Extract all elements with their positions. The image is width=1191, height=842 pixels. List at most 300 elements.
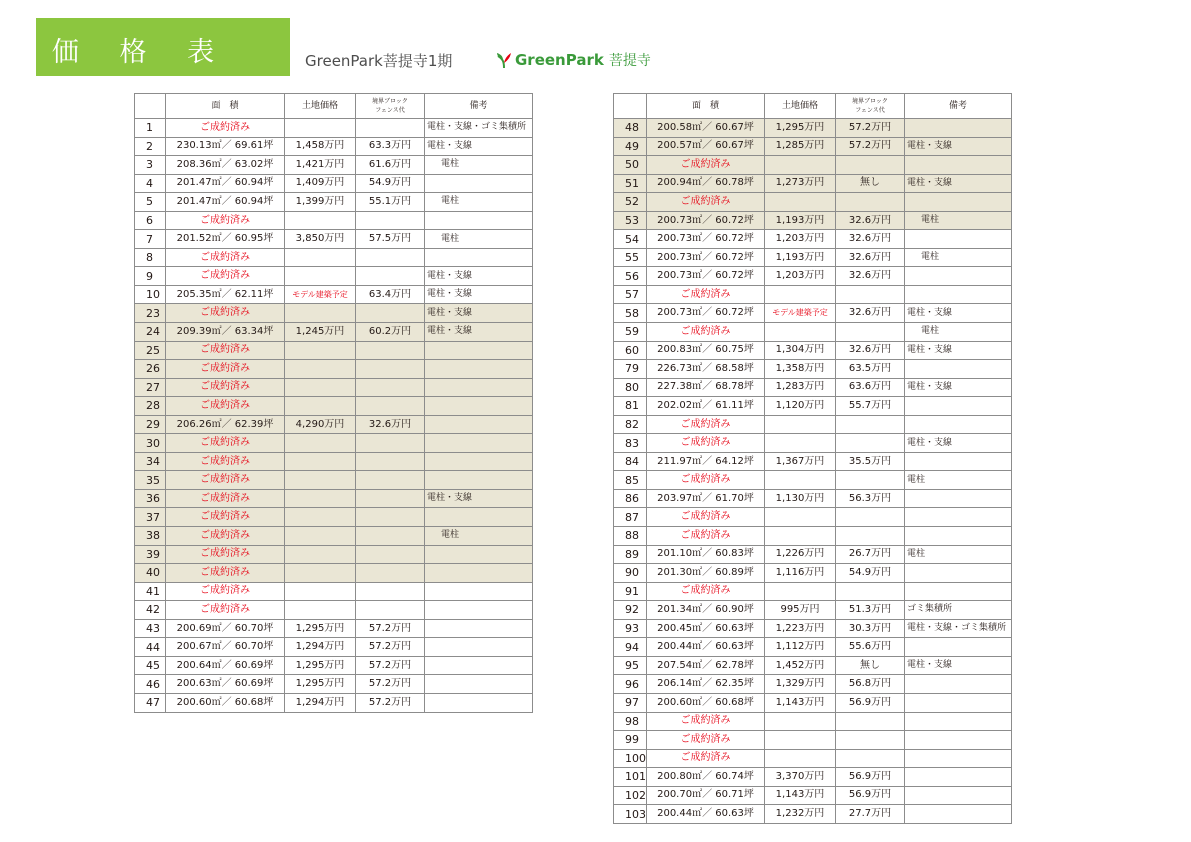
- lot-land-price: 1,130万円: [765, 489, 836, 508]
- lot-land-price: [285, 378, 356, 397]
- lot-area: ご成約済み: [166, 360, 285, 379]
- lot-land-price: 1,458万円: [285, 137, 356, 156]
- leaf-icon: [496, 51, 512, 69]
- lot-notes: [905, 712, 1012, 731]
- lot-notes: [425, 174, 533, 193]
- lot-area: 200.83㎡／ 60.75坪: [647, 341, 765, 360]
- lot-area: ご成約済み: [647, 749, 765, 768]
- lot-land-price: [285, 582, 356, 601]
- lot-fence-cost: 51.3万円: [836, 601, 905, 620]
- lot-number: 81: [614, 397, 647, 416]
- lot-land-price: [285, 267, 356, 286]
- lot-number: 23: [135, 304, 166, 323]
- lot-fence-cost: [356, 582, 425, 601]
- lot-land-price: 3,850万円: [285, 230, 356, 249]
- table-row: [135, 582, 533, 601]
- lot-land-price: [765, 285, 836, 304]
- lot-fence-cost: 63.6万円: [836, 378, 905, 397]
- lot-area: 208.36㎡／ 63.02坪: [166, 156, 285, 175]
- table-row: [135, 323, 533, 342]
- lot-area: 200.73㎡／ 60.72坪: [647, 211, 765, 230]
- table-row: [135, 285, 533, 304]
- lot-land-price: 1,452万円: [765, 656, 836, 675]
- lot-fence-cost: [356, 341, 425, 360]
- lot-fence-cost: [356, 545, 425, 564]
- lot-area: ご成約済み: [166, 489, 285, 508]
- lot-land-price: [285, 601, 356, 620]
- table-row: [135, 415, 533, 434]
- lot-fence-cost: 57.2万円: [836, 137, 905, 156]
- lot-notes: 電柱・支線: [425, 267, 533, 286]
- lot-area: ご成約済み: [166, 267, 285, 286]
- lot-fence-cost: [356, 119, 425, 138]
- lot-fence-cost: 57.2万円: [356, 638, 425, 657]
- lot-fence-cost: 56.9万円: [836, 768, 905, 787]
- lot-fence-cost: 57.2万円: [836, 119, 905, 138]
- lot-notes: [425, 638, 533, 657]
- lot-number: 85: [614, 471, 647, 490]
- lot-fence-cost: 27.7万円: [836, 805, 905, 824]
- lot-notes: 電柱・支線: [905, 137, 1012, 156]
- table-row: [614, 267, 1012, 286]
- lot-area: ご成約済み: [166, 601, 285, 620]
- lot-fence-cost: [356, 527, 425, 546]
- lot-number: 5: [135, 193, 166, 212]
- lot-area: 209.39㎡／ 63.34坪: [166, 323, 285, 342]
- table-row: [614, 174, 1012, 193]
- lot-notes: [905, 693, 1012, 712]
- lot-number: 101: [614, 768, 647, 787]
- lot-fence-cost: [836, 527, 905, 546]
- lot-fence-cost: [836, 731, 905, 750]
- lot-number: 48: [614, 119, 647, 138]
- table-row: [135, 230, 533, 249]
- lot-land-price: [765, 582, 836, 601]
- lot-number: 94: [614, 638, 647, 657]
- lot-land-price: [765, 749, 836, 768]
- table-row: [135, 452, 533, 471]
- lot-land-price: [285, 248, 356, 267]
- lot-notes: 電柱: [425, 230, 533, 249]
- table-row: [135, 601, 533, 620]
- lot-notes: [425, 619, 533, 638]
- lot-number: 93: [614, 619, 647, 638]
- lot-number: 47: [135, 693, 166, 712]
- col-header-land-price: 土地価格: [285, 94, 356, 119]
- lot-number: 6: [135, 211, 166, 230]
- lot-fence-cost: [356, 267, 425, 286]
- table-row: [614, 582, 1012, 601]
- lot-notes: [905, 397, 1012, 416]
- lot-fence-cost: 35.5万円: [836, 452, 905, 471]
- lot-notes: 電柱: [905, 248, 1012, 267]
- lot-area: ご成約済み: [166, 582, 285, 601]
- table-row: [135, 211, 533, 230]
- lot-fence-cost: [836, 156, 905, 175]
- lot-area: ご成約済み: [166, 119, 285, 138]
- lot-notes: [425, 397, 533, 416]
- lot-land-price: 1,409万円: [285, 174, 356, 193]
- lot-notes: [425, 693, 533, 712]
- lot-fence-cost: 55.1万円: [356, 193, 425, 212]
- lot-number: 2: [135, 137, 166, 156]
- table-row: [614, 731, 1012, 750]
- lot-land-price: [285, 564, 356, 583]
- lot-fence-cost: 57.2万円: [356, 675, 425, 694]
- lot-area: ご成約済み: [166, 527, 285, 546]
- lot-area: 202.02㎡／ 61.11坪: [647, 397, 765, 416]
- lot-number: 38: [135, 527, 166, 546]
- lot-area: 205.35㎡／ 62.11坪: [166, 285, 285, 304]
- table-row: [614, 360, 1012, 379]
- lot-fence-cost: 54.9万円: [356, 174, 425, 193]
- lot-fence-cost: [356, 434, 425, 453]
- col-header-fence-line1: 境界ブロック: [852, 98, 888, 105]
- lot-number: 4: [135, 174, 166, 193]
- lot-fence-cost: [356, 304, 425, 323]
- lot-land-price: 1,116万円: [765, 564, 836, 583]
- table-row: [135, 267, 533, 286]
- lot-area: 201.47㎡／ 60.94坪: [166, 174, 285, 193]
- lot-fence-cost: 32.6万円: [836, 341, 905, 360]
- table-row: [614, 638, 1012, 657]
- lot-land-price: 1,203万円: [765, 267, 836, 286]
- table-row: [614, 489, 1012, 508]
- title-banner: [36, 18, 290, 76]
- table-row: [135, 304, 533, 323]
- lot-fence-cost: 32.6万円: [836, 304, 905, 323]
- table-row: [614, 508, 1012, 527]
- lot-land-price: 1,295万円: [285, 619, 356, 638]
- table-row: [614, 378, 1012, 397]
- lot-number: 82: [614, 415, 647, 434]
- lot-notes: [905, 489, 1012, 508]
- lot-area: ご成約済み: [166, 211, 285, 230]
- lot-notes: [905, 415, 1012, 434]
- lot-notes: [425, 675, 533, 694]
- lot-number: 3: [135, 156, 166, 175]
- lot-land-price: モデル建築予定: [765, 304, 836, 323]
- lot-number: 29: [135, 415, 166, 434]
- table-row: [135, 119, 533, 138]
- col-header-fence: [836, 94, 905, 119]
- lot-land-price: [765, 323, 836, 342]
- lot-notes: [905, 749, 1012, 768]
- lot-number: 46: [135, 675, 166, 694]
- price-table-left: [134, 93, 533, 713]
- lot-number: 88: [614, 527, 647, 546]
- lot-area: 200.94㎡／ 60.78坪: [647, 174, 765, 193]
- price-table-right: [613, 93, 1012, 824]
- lot-notes: [905, 452, 1012, 471]
- lot-notes: [905, 786, 1012, 805]
- lot-area: 200.60㎡／ 60.68坪: [647, 693, 765, 712]
- lot-fence-cost: [356, 397, 425, 416]
- lot-land-price: [765, 731, 836, 750]
- lot-fence-cost: 無し: [836, 656, 905, 675]
- lot-notes: [425, 656, 533, 675]
- lot-notes: [425, 508, 533, 527]
- lot-land-price: [765, 527, 836, 546]
- lot-area: ご成約済み: [166, 434, 285, 453]
- lot-notes: [425, 471, 533, 490]
- lot-fence-cost: 32.6万円: [836, 248, 905, 267]
- lot-notes: 電柱: [905, 323, 1012, 342]
- lot-fence-cost: 32.6万円: [836, 267, 905, 286]
- table-row: [135, 174, 533, 193]
- lot-land-price: 1,143万円: [765, 693, 836, 712]
- lot-fence-cost: [356, 378, 425, 397]
- lot-number: 42: [135, 601, 166, 620]
- table-row: [135, 675, 533, 694]
- col-header-fence-line1: 境界ブロック: [372, 98, 408, 105]
- lot-fence-cost: 55.6万円: [836, 638, 905, 657]
- table-row: [135, 508, 533, 527]
- lot-number: 90: [614, 564, 647, 583]
- lot-notes: [905, 360, 1012, 379]
- lot-notes: 電柱・支線: [905, 378, 1012, 397]
- lot-number: 95: [614, 656, 647, 675]
- lot-land-price: [285, 304, 356, 323]
- lot-fence-cost: 60.2万円: [356, 323, 425, 342]
- lot-number: 25: [135, 341, 166, 360]
- lot-fence-cost: [356, 489, 425, 508]
- lot-land-price: 1,367万円: [765, 452, 836, 471]
- col-header-land-price: 土地価格: [765, 94, 836, 119]
- lot-land-price: [285, 119, 356, 138]
- greenpark-logo: [496, 50, 651, 70]
- lot-notes: 電柱・支線・ゴミ集積所: [425, 119, 533, 138]
- table-row: [135, 248, 533, 267]
- lot-area: ご成約済み: [647, 582, 765, 601]
- table-row: [135, 471, 533, 490]
- lot-area: 200.73㎡／ 60.72坪: [647, 248, 765, 267]
- table-row: [135, 434, 533, 453]
- table-row: [135, 137, 533, 156]
- lot-number: 37: [135, 508, 166, 527]
- lot-number: 1: [135, 119, 166, 138]
- lot-fence-cost: 30.3万円: [836, 619, 905, 638]
- lot-land-price: 1,295万円: [285, 656, 356, 675]
- lot-number: 80: [614, 378, 647, 397]
- lot-number: 45: [135, 656, 166, 675]
- lot-fence-cost: 57.5万円: [356, 230, 425, 249]
- lot-area: 227.38㎡／ 68.78坪: [647, 378, 765, 397]
- lot-notes: 電柱・支線: [425, 489, 533, 508]
- lot-area: 230.13㎡／ 69.61坪: [166, 137, 285, 156]
- col-header-no: [135, 94, 166, 119]
- lot-notes: [905, 156, 1012, 175]
- lot-area: 200.73㎡／ 60.72坪: [647, 267, 765, 286]
- lot-land-price: 1,193万円: [765, 248, 836, 267]
- lot-notes: [905, 527, 1012, 546]
- table-row: [614, 601, 1012, 620]
- lot-number: 26: [135, 360, 166, 379]
- col-header-fence-line2: フェンス代: [855, 107, 885, 114]
- lot-notes: 電柱: [425, 193, 533, 212]
- lot-land-price: モデル建築予定: [285, 285, 356, 304]
- table-row: [614, 675, 1012, 694]
- table-row: [614, 137, 1012, 156]
- lot-number: 58: [614, 304, 647, 323]
- lot-land-price: [285, 452, 356, 471]
- lot-fence-cost: 54.9万円: [836, 564, 905, 583]
- table-row: [614, 693, 1012, 712]
- lot-number: 99: [614, 731, 647, 750]
- lot-notes: 電柱・支線: [905, 341, 1012, 360]
- lot-notes: 電柱・支線: [905, 304, 1012, 323]
- lot-area: 200.60㎡／ 60.68坪: [166, 693, 285, 712]
- lot-area: ご成約済み: [647, 712, 765, 731]
- lot-fence-cost: [356, 211, 425, 230]
- lot-number: 60: [614, 341, 647, 360]
- lot-number: 30: [135, 434, 166, 453]
- lot-notes: [425, 360, 533, 379]
- table-row: [614, 452, 1012, 471]
- table-row: [614, 749, 1012, 768]
- lot-area: 201.47㎡／ 60.94坪: [166, 193, 285, 212]
- lot-area: ご成約済み: [166, 378, 285, 397]
- lot-notes: [905, 193, 1012, 212]
- table-row: [614, 230, 1012, 249]
- lot-number: 97: [614, 693, 647, 712]
- lot-land-price: 3,370万円: [765, 768, 836, 787]
- lot-land-price: 1,295万円: [765, 119, 836, 138]
- table-row: [135, 527, 533, 546]
- lot-notes: 電柱: [905, 471, 1012, 490]
- lot-fence-cost: 57.2万円: [356, 693, 425, 712]
- lot-land-price: 4,290万円: [285, 415, 356, 434]
- lot-area: ご成約済み: [166, 397, 285, 416]
- lot-fence-cost: [836, 712, 905, 731]
- lot-area: ご成約済み: [647, 508, 765, 527]
- col-header-notes: 備考: [425, 94, 533, 119]
- lot-number: 50: [614, 156, 647, 175]
- lot-area: ご成約済み: [647, 527, 765, 546]
- lot-area: 206.26㎡／ 62.39坪: [166, 415, 285, 434]
- lot-fence-cost: [356, 564, 425, 583]
- lot-land-price: [765, 434, 836, 453]
- lot-number: 41: [135, 582, 166, 601]
- lot-notes: 電柱・支線: [425, 304, 533, 323]
- lot-area: 207.54㎡／ 62.78坪: [647, 656, 765, 675]
- lot-number: 35: [135, 471, 166, 490]
- table-row: [135, 656, 533, 675]
- lot-area: 200.64㎡／ 60.69坪: [166, 656, 285, 675]
- table-row: [135, 378, 533, 397]
- lot-notes: 電柱・支線・ゴミ集積所: [905, 619, 1012, 638]
- table-row: [135, 360, 533, 379]
- lot-notes: [905, 119, 1012, 138]
- lot-notes: 電柱: [425, 527, 533, 546]
- table-row: [614, 545, 1012, 564]
- logo-site: 菩提寺: [608, 53, 651, 69]
- lot-land-price: [285, 341, 356, 360]
- lot-area: ご成約済み: [647, 471, 765, 490]
- lot-area: 201.52㎡／ 60.95坪: [166, 230, 285, 249]
- lot-fence-cost: 63.4万円: [356, 285, 425, 304]
- lot-land-price: 1,232万円: [765, 805, 836, 824]
- lot-land-price: [765, 712, 836, 731]
- table-header-row: [614, 94, 1012, 119]
- col-header-fence-line2: フェンス代: [375, 107, 405, 114]
- lot-fence-cost: 32.6万円: [836, 211, 905, 230]
- lot-fence-cost: 61.6万円: [356, 156, 425, 175]
- lot-number: 28: [135, 397, 166, 416]
- lot-land-price: 1,143万円: [765, 786, 836, 805]
- lot-notes: 電柱・支線: [905, 174, 1012, 193]
- lot-number: 8: [135, 248, 166, 267]
- lot-land-price: [765, 508, 836, 527]
- lot-area: 206.14㎡／ 62.35坪: [647, 675, 765, 694]
- lot-area: 200.73㎡／ 60.72坪: [647, 304, 765, 323]
- table-header-row: [135, 94, 533, 119]
- lot-number: 39: [135, 545, 166, 564]
- lot-fence-cost: [836, 749, 905, 768]
- logo-brand: GreenPark: [515, 51, 604, 69]
- lot-area: ご成約済み: [166, 341, 285, 360]
- table-row: [135, 564, 533, 583]
- lot-number: 103: [614, 805, 647, 824]
- lot-number: 27: [135, 378, 166, 397]
- lot-number: 91: [614, 582, 647, 601]
- lot-fence-cost: [356, 248, 425, 267]
- lot-number: 49: [614, 137, 647, 156]
- lot-land-price: 1,295万円: [285, 675, 356, 694]
- lot-fence-cost: [356, 360, 425, 379]
- lot-fence-cost: 56.8万円: [836, 675, 905, 694]
- lot-land-price: 1,283万円: [765, 378, 836, 397]
- lot-fence-cost: [356, 508, 425, 527]
- table-row: [614, 712, 1012, 731]
- lot-land-price: [285, 471, 356, 490]
- lot-area: 200.63㎡／ 60.69坪: [166, 675, 285, 694]
- col-header-no: [614, 94, 647, 119]
- lot-number: 56: [614, 267, 647, 286]
- lot-notes: [425, 415, 533, 434]
- lot-land-price: [765, 156, 836, 175]
- table-row: [135, 156, 533, 175]
- lot-fence-cost: 63.5万円: [836, 360, 905, 379]
- lot-area: 226.73㎡／ 68.58坪: [647, 360, 765, 379]
- lot-notes: [905, 582, 1012, 601]
- lot-notes: 電柱: [425, 156, 533, 175]
- table-row: [614, 619, 1012, 638]
- lot-number: 59: [614, 323, 647, 342]
- lot-land-price: [285, 397, 356, 416]
- lot-land-price: [765, 193, 836, 212]
- lot-notes: [425, 545, 533, 564]
- lot-fence-cost: 32.6万円: [836, 230, 905, 249]
- lot-area: 200.45㎡／ 60.63坪: [647, 619, 765, 638]
- lot-area: 211.97㎡／ 64.12坪: [647, 452, 765, 471]
- lot-notes: 電柱・支線: [425, 323, 533, 342]
- lot-area: 200.80㎡／ 60.74坪: [647, 768, 765, 787]
- lot-fence-cost: [356, 601, 425, 620]
- lot-area: ご成約済み: [647, 415, 765, 434]
- lot-number: 92: [614, 601, 647, 620]
- lot-area: 203.97㎡／ 61.70坪: [647, 489, 765, 508]
- lot-land-price: 1,120万円: [765, 397, 836, 416]
- page-subtitle: GreenPark菩提寺1期: [305, 52, 453, 70]
- lot-land-price: 1,358万円: [765, 360, 836, 379]
- lot-area: ご成約済み: [647, 285, 765, 304]
- lot-land-price: 995万円: [765, 601, 836, 620]
- lot-fence-cost: 無し: [836, 174, 905, 193]
- lot-notes: [425, 564, 533, 583]
- table-row: [614, 471, 1012, 490]
- lot-notes: [905, 564, 1012, 583]
